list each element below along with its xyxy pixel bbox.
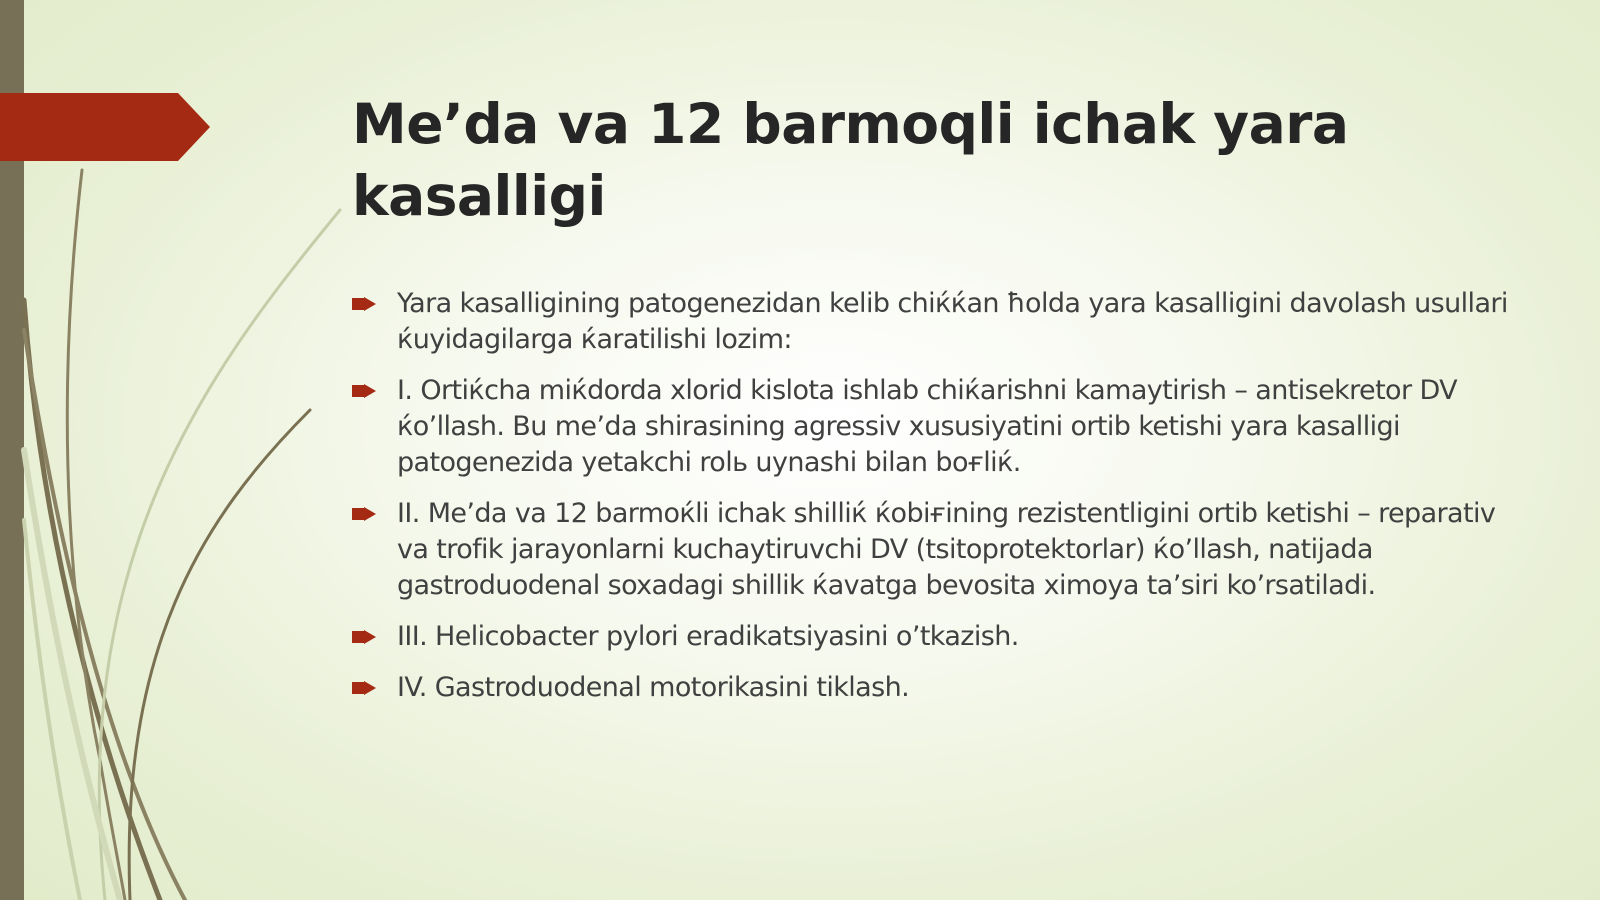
arrow-bullet-icon xyxy=(352,630,376,644)
bullet-text: III. Helicobacter pylori eradikatsiyasini o’tkazish. xyxy=(397,621,1019,652)
bullet-item xyxy=(352,670,1512,706)
bullet-item xyxy=(352,373,1512,481)
bullet-item xyxy=(352,619,1512,655)
bullet-item xyxy=(352,496,1512,604)
bullet-text: II. Me’da va 12 barmoќli ichak shilliќ ќobiғining rezistentligini ortib ketishi – reparativ va trofik jarayonlarni kuchaytiruvchi DV (tsitoprotektorlar) ќo’llash, natijada gastroduodenal soxadagi shillik ќavatga bevosita ximoya ta’siri ko’rsatiladi. xyxy=(397,498,1496,601)
bullet-text: IV. Gastroduodenal motorikasini tiklash. xyxy=(397,672,910,703)
bullet-text: I. Ortiќcha miќdorda xlorid kislota ishlab chiќarishni kamaytirish – antisekretor DV ќo’llash. Bu me’da shirasining agressiv xususiyatini ortib ketishi yara kasalligi patogenezida yetakchi rolь uynashi bilan boғliќ. xyxy=(397,375,1458,478)
bullet-text: Yara kasalligining patogenezidan kelib chiќќan ħolda yara kasalligini davolash usullari ќuyidagilarga ќaratilishi lozim: xyxy=(397,288,1508,355)
arrow-bullet-icon xyxy=(352,507,376,521)
arrow-bullet-icon xyxy=(352,681,376,695)
title-arrow-shape xyxy=(0,93,210,161)
arrow-bullet-icon xyxy=(352,384,376,398)
bullet-list xyxy=(352,286,1512,721)
bullet-item xyxy=(352,286,1512,358)
slide-title: Me’da va 12 barmoqli ichak yara kasalligi xyxy=(352,92,1349,228)
arrow-bullet-icon xyxy=(352,297,376,311)
